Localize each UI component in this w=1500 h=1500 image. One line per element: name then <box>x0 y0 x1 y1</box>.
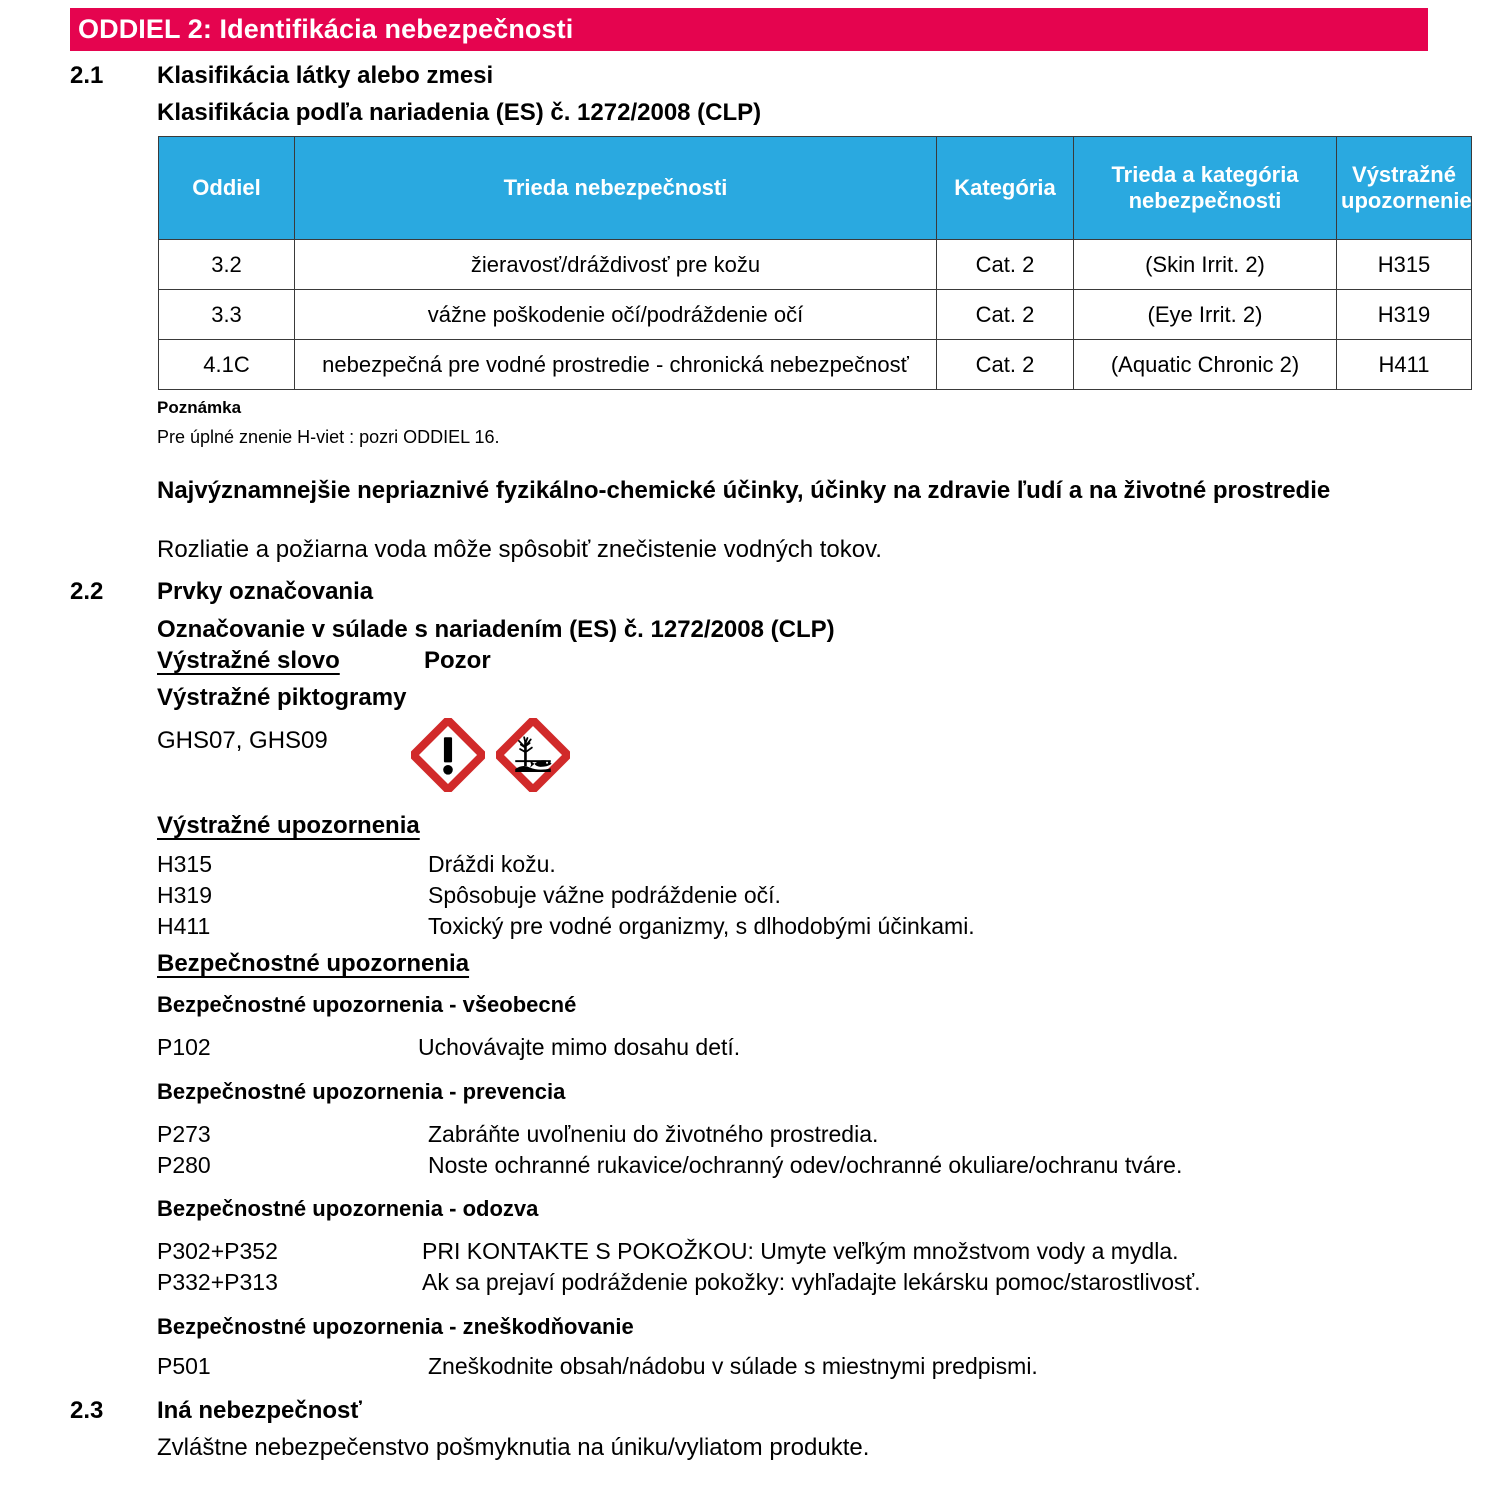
exclamation-mark-pictogram <box>411 718 485 792</box>
table-row <box>159 290 1472 340</box>
signal-word-value: Pozor <box>424 647 491 674</box>
precautionary-code: P273 <box>157 1121 211 1147</box>
section-2-3-text: Zvláštne nebezpečenstvo pošmyknutia na úniku/vyliatom produkte. <box>157 1434 870 1461</box>
pictogram-row <box>411 718 570 792</box>
hazard-code: H411 <box>157 913 211 939</box>
hazard-code: H315 <box>157 851 212 877</box>
section-2-2-number: 2.2 <box>70 578 104 605</box>
cell-oddiel: 3.3 <box>159 290 295 340</box>
precautionary-code: P102 <box>157 1034 211 1060</box>
precautionary-group-title: Bezpečnostné upozornenia - prevencia <box>157 1079 566 1104</box>
precautionary-group-title: Bezpečnostné upozornenia - odozva <box>157 1196 539 1221</box>
cell-trieda-kategoria: (Aquatic Chronic 2) <box>1074 340 1337 390</box>
cell-kategoria: Cat. 2 <box>937 340 1074 390</box>
cell-trieda-kategoria: (Skin Irrit. 2) <box>1074 240 1337 290</box>
cell-trieda: vážne poškodenie očí/podráždenie očí <box>295 290 937 340</box>
precautionary-text: Zabráňte uvoľneniu do životného prostredia. <box>428 1121 879 1147</box>
classification-table <box>158 136 1472 390</box>
section-2-1-title: Klasifikácia látky alebo zmesi <box>157 62 494 89</box>
precautionary-code: P280 <box>157 1152 211 1178</box>
section-banner-title: ODDIEL 2: Identifikácia nebezpečnosti <box>78 14 574 44</box>
adverse-effects-heading: Najvýznamnejšie nepriaznivé fyzikálno-chemické účinky, účinky na zdravie ľudí a na životné prostredie <box>157 477 1331 504</box>
hazard-text: Toxický pre vodné organizmy, s dlhodobými účinkami. <box>428 913 975 939</box>
section-2-1-subtitle: Klasifikácia podľa nariadenia (ES) č. 1272/2008 (CLP) <box>157 99 762 126</box>
table-header-trieda: Trieda nebezpečnosti <box>295 137 937 240</box>
table-header-trieda-kategoria: Trieda a kategória nebezpečnosti <box>1074 137 1337 240</box>
section-2-3-number: 2.3 <box>70 1397 104 1424</box>
section-2-1-number: 2.1 <box>70 62 104 89</box>
precautionary-text: Noste ochranné rukavice/ochranný odev/ochranné okuliare/ochranu tváre. <box>428 1152 1183 1178</box>
precautionary-code: P501 <box>157 1353 211 1379</box>
table-row <box>159 240 1472 290</box>
precautionary-text: Ak sa prejaví podráždenie pokožky: vyhľadajte lekársku pomoc/starostlivosť. <box>422 1269 1201 1295</box>
note-label: Poznámka <box>157 398 242 417</box>
pictograms-label: Výstražné piktogramy <box>157 684 407 711</box>
hazard-statements-heading: Výstražné upozornenia <box>157 812 420 839</box>
hazard-text: Spôsobuje vážne podráždenie očí. <box>428 882 781 908</box>
section-banner <box>70 8 1428 51</box>
cell-kategoria: Cat. 2 <box>937 290 1074 340</box>
environment-pictogram <box>496 718 570 792</box>
precautionary-text: Uchovávajte mimo dosahu detí. <box>418 1034 741 1060</box>
cell-kategoria: Cat. 2 <box>937 240 1074 290</box>
precautionary-group-title: Bezpečnostné upozornenia - zneškodňovanie <box>157 1314 634 1339</box>
cell-vystrazne: H411 <box>1337 340 1472 390</box>
table-header-row <box>159 137 1472 240</box>
table-header-vystrazne: Výstražné upozornenie <box>1337 137 1472 240</box>
signal-word-label: Výstražné slovo <box>157 647 340 674</box>
precautionary-code: P302+P352 <box>157 1238 278 1264</box>
cell-vystrazne: H315 <box>1337 240 1472 290</box>
precautionary-group-title: Bezpečnostné upozornenia - všeobecné <box>157 992 577 1017</box>
table-row <box>159 340 1472 390</box>
hazard-code: H319 <box>157 882 212 908</box>
precautionary-code: P332+P313 <box>157 1269 278 1295</box>
adverse-effects-text: Rozliatie a požiarna voda môže spôsobiť znečistenie vodných tokov. <box>157 536 882 563</box>
cell-vystrazne: H319 <box>1337 290 1472 340</box>
cell-trieda: žieravosť/dráždivosť pre kožu <box>295 240 937 290</box>
section-2-2-title: Prvky označovania <box>157 578 374 605</box>
table-header-kategoria: Kategória <box>937 137 1074 240</box>
pictogram-codes: GHS07, GHS09 <box>157 727 328 754</box>
precautionary-text: Zneškodnite obsah/nádobu v súlade s miestnymi predpismi. <box>428 1353 1038 1379</box>
cell-trieda-kategoria: (Eye Irrit. 2) <box>1074 290 1337 340</box>
section-2-2-subtitle: Označovanie v súlade s nariadením (ES) č. 1272/2008 (CLP) <box>157 616 835 643</box>
section-2-3-title: Iná nebezpečnosť <box>157 1397 362 1424</box>
precautionary-text: PRI KONTAKTE S POKOŽKOU: Umyte veľkým množstvom vody a mydla. <box>422 1238 1179 1264</box>
cell-oddiel: 4.1C <box>159 340 295 390</box>
precautionary-heading: Bezpečnostné upozornenia <box>157 950 470 977</box>
table-header-oddiel: Oddiel <box>159 137 295 240</box>
cell-oddiel: 3.2 <box>159 240 295 290</box>
note-text: Pre úplné znenie H-viet : pozri ODDIEL 16. <box>157 427 500 447</box>
cell-trieda: nebezpečná pre vodné prostredie - chronická nebezpečnosť <box>295 340 937 390</box>
hazard-text: Dráždi kožu. <box>428 851 556 877</box>
